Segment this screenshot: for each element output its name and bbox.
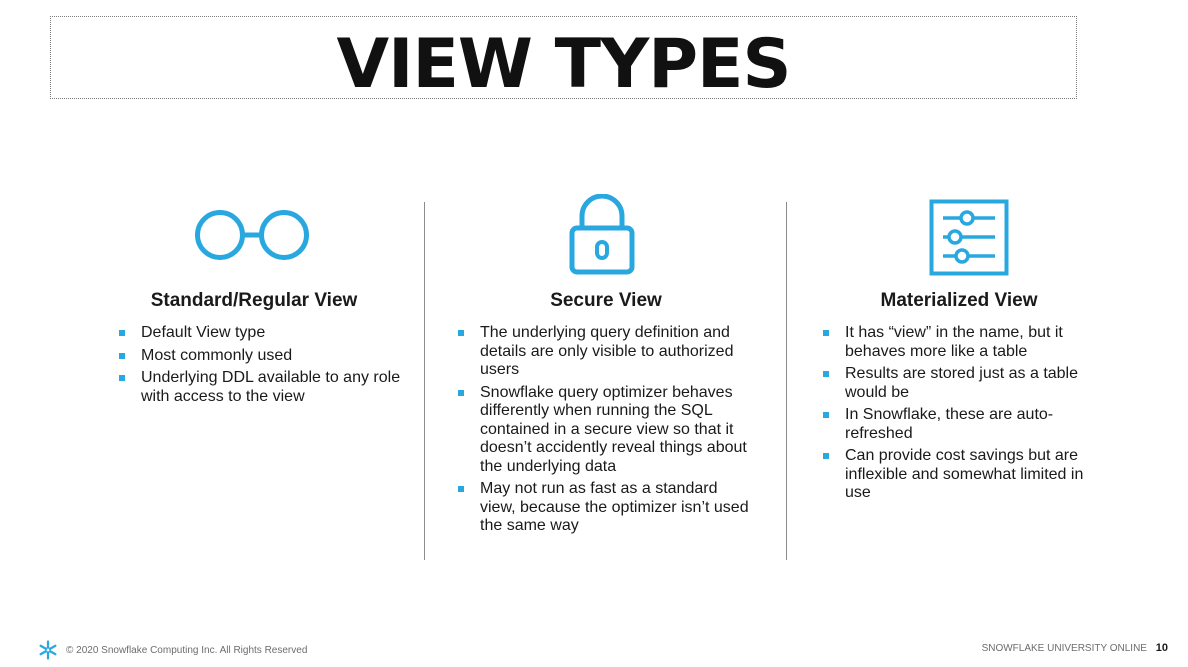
page-number: 10 <box>1155 642 1168 654</box>
secure-view-bullets <box>455 324 755 540</box>
brand-text: SNOWFLAKE UNIVERSITY ONLINE <box>981 643 1147 654</box>
copyright-text: © 2020 Snowflake Computing Inc. All Rights Reserved <box>66 644 308 656</box>
glasses-icon <box>195 207 311 263</box>
secure-view-title: Secure View <box>550 290 662 311</box>
list-item: The underlying query definition and details are only visible to authorized users <box>455 324 755 380</box>
list-item: Underlying DDL available to any role with access to the view <box>116 369 406 406</box>
standard-view-bullets <box>116 324 406 410</box>
footer-left <box>38 640 307 660</box>
list-item: Default View type <box>116 324 406 343</box>
list-item: Snowflake query optimizer behaves differently when running the SQL contained in a secure view so that it doesn’t accidently reveal things about the underlying data <box>455 384 755 477</box>
materialized-view-title: Materialized View <box>880 290 1038 311</box>
footer-right <box>982 642 1168 654</box>
list-item: Can provide cost savings but are inflexible and somewhat limited in use <box>820 447 1110 503</box>
list-item: It has “view” in the name, but it behaves more like a table <box>820 324 1110 361</box>
sliders-icon <box>929 199 1009 276</box>
column-divider-1 <box>424 202 425 560</box>
title-box <box>50 16 1077 104</box>
list-item: Results are stored just as a table would be <box>820 365 1110 402</box>
column-divider-2 <box>786 202 787 560</box>
list-item: Most commonly used <box>116 347 406 366</box>
list-item: In Snowflake, these are auto-refreshed <box>820 406 1110 443</box>
padlock-icon <box>568 194 636 276</box>
list-item: May not run as fast as a standard view, because the optimizer isn’t used the same way <box>455 480 755 536</box>
standard-view-title: Standard/Regular View <box>150 290 358 311</box>
materialized-view-bullets <box>820 324 1110 507</box>
snowflake-logo-icon <box>38 640 58 660</box>
slide-title: VIEW TYPES <box>336 25 791 104</box>
